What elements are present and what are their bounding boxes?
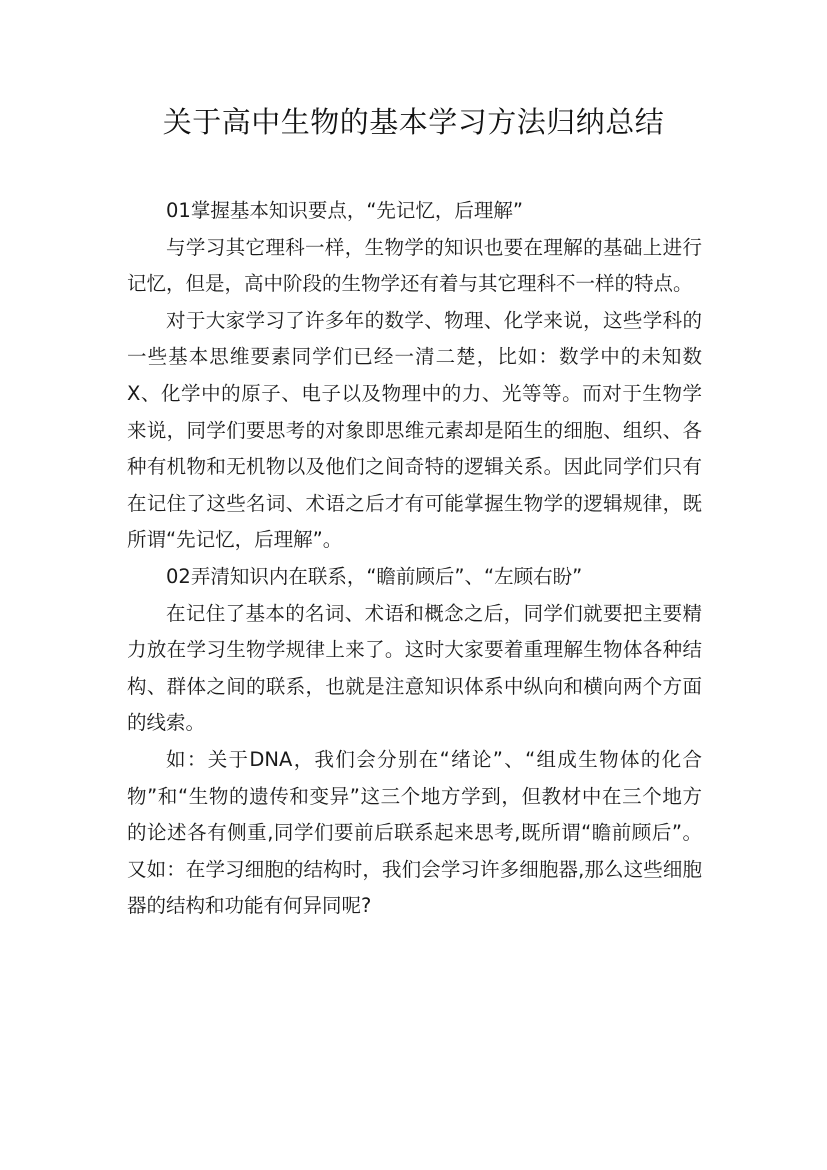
section-heading-01: 01掌握基本知识要点，“先记忆，后理解” — [166, 199, 524, 222]
section-heading-02: 02弄清知识内在联系，“瞻前顾后”、“左顾右盼” — [166, 564, 583, 588]
paragraph-1: 与学习其它理科一样，生物学的知识也要在理解的基础上进行记忆，但是，高中阶段的生物学还有着与其它理科不一样的特点。 — [127, 235, 702, 296]
paragraph-3: 在记住了基本的名词、术语和概念之后，同学们就要把主要精力放在学习生物学规律上来了。这时大家要着重理解生物体各种结构、群体之间的联系，也就是注意知识体系中纵向和横向两个方面的线索。 — [127, 601, 702, 735]
document-body — [127, 193, 702, 925]
paragraph-2: 对于大家学习了许多年的数学、物理、化学来说，这些学科的一些基本思维要素同学们已经一清二楚，比如：数学中的未知数X、化学中的原子、电子以及物理中的力、光等等。而对于生物学来说，同学们要思考的对象即思维元素却是陌生的细胞、组织、各种有机物和无机物以及他们之间奇特的逻辑关系。因此同学们只有在记住了这些名词、术语之后才有可能掌握生物学的逻辑规律，既所谓“先记忆，后理解”。 — [127, 308, 702, 552]
document-title: 关于高中生物的基本学习方法归纳总结 — [162, 105, 665, 139]
paragraph-4: 如：关于DNA，我们会分别在“绪论”、“组成生物体的化合物”和“生物的遗传和变异”这三个地方学到，但教材中在三个地方的论述各有侧重,同学们要前后联系起来思考,既所谓“瞻前顾后”。又如：在学习细胞的结构时，我们会学习许多细胞器,那么这些细胞器的结构和功能有何异同呢? — [127, 747, 702, 918]
